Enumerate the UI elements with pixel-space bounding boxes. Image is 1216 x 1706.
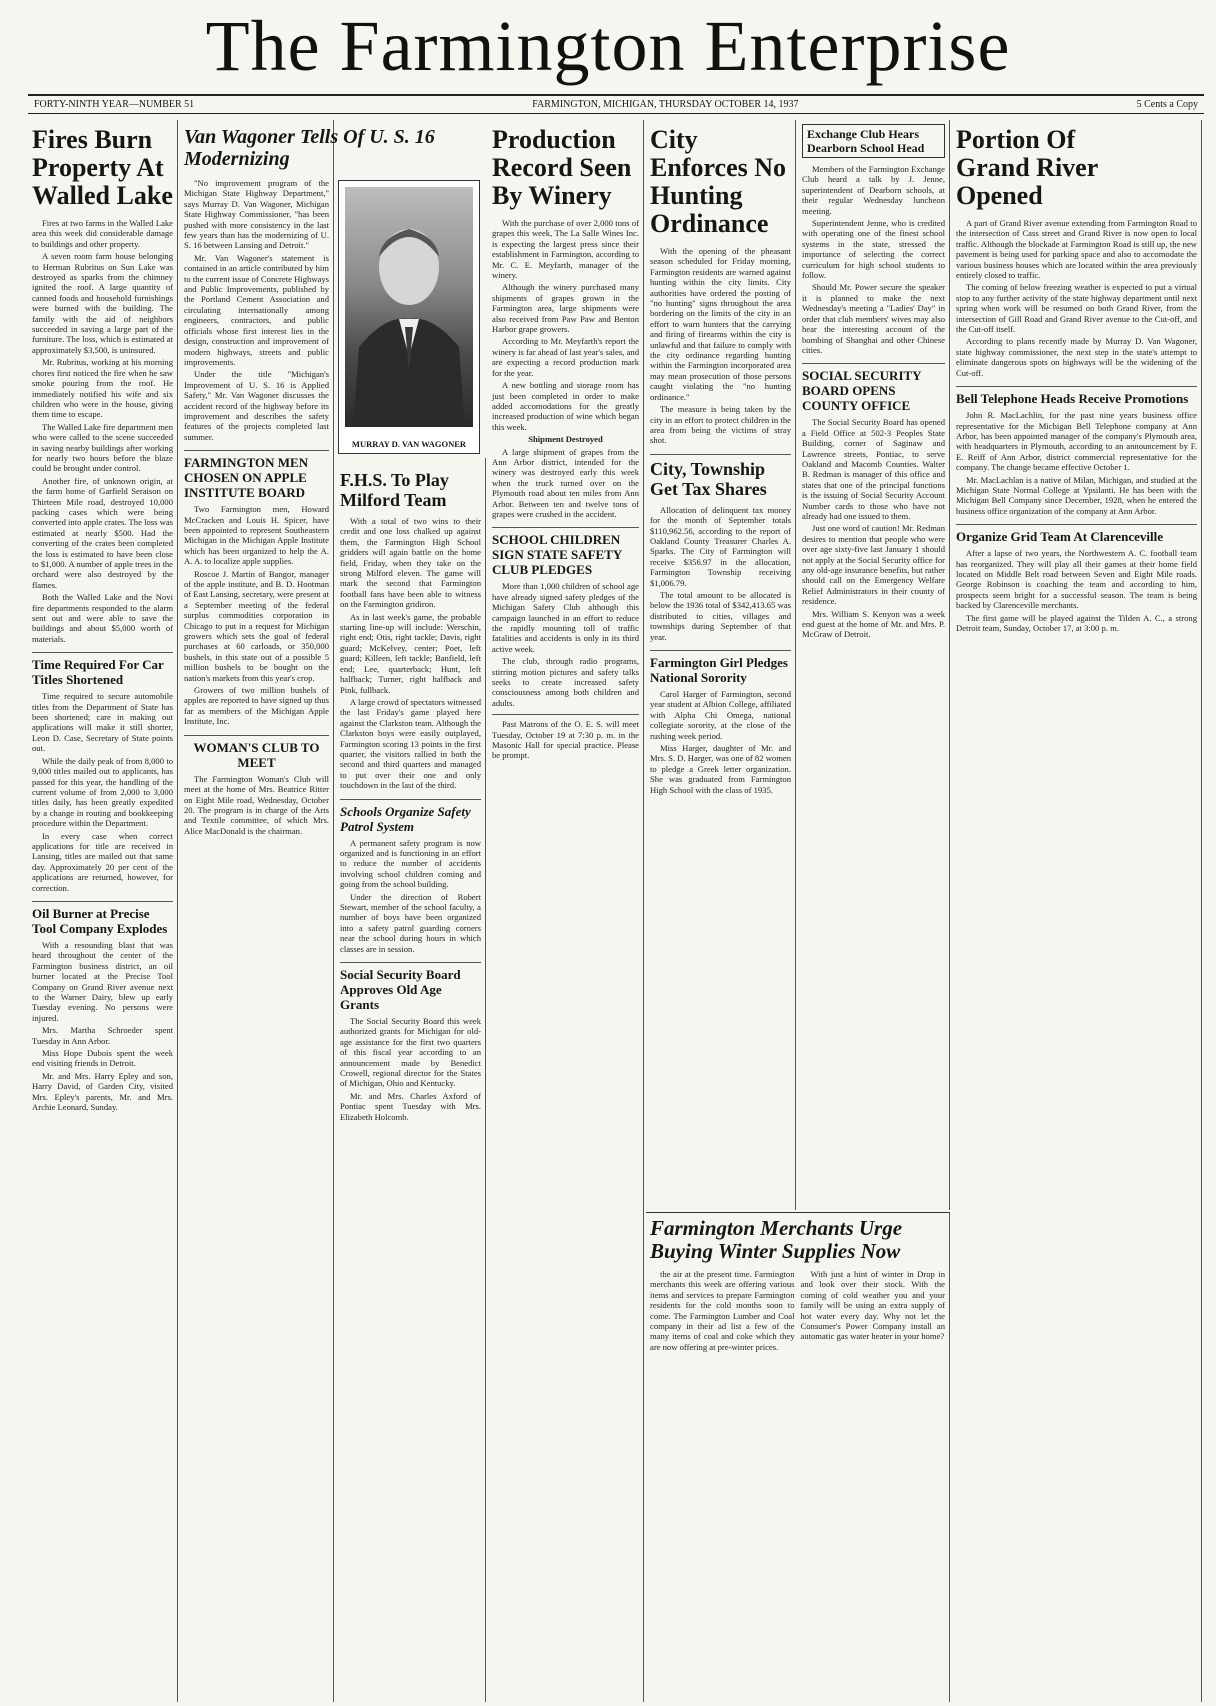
article-text: While the daily peak of from 8,000 to 9,000 titles mailed out to applicants, has passed for this year, the handling of the current volume of from 2,000 to 3,000 titles daily, has been greatly expedited by a change in routing and bookkeeping procedure within the Department. [32, 755, 173, 829]
headline-safety-patrol: Schools Organize Safety Patrol System [340, 799, 481, 834]
headline-grand-river: Portion Of Grand River Opened [956, 125, 1098, 210]
dateline: FARMINGTON, MICHIGAN, THURSDAY OCTOBER 14, 1937 [532, 99, 799, 110]
article-text: John R. MacLachlin, for the past nine years business office representative for the Michigan Bell Telephone company at Ann Arbor, has been appointed manager of the company's Plymouth area, with headquarters in Plymouth, according to an announcement by F. E. Reiff of Ann Arbor, district commercial representative for the company. The change became effective October 1. [956, 410, 1197, 473]
article-text: The club, through radio programs, stirring motion pictures and safety talks seeks to create increased safety consciousness among both children and adults. [492, 656, 639, 708]
portrait-image [345, 187, 473, 427]
article-text: A part of Grand River avenue extending from Farmington Road to the intersection of Cass street and Grand River is now open to local traffic. Although the blockade at Farmington Road is still up, the new pavement is being used for parking space and also to accomodate the various business houses which are located within the area previously entirely closed to traffic. [956, 218, 1197, 281]
headline-womans-club: WOMAN'S CLUB TO MEET [184, 735, 329, 770]
headline-fires: Fires Burn Property At Walled Lake [32, 125, 173, 210]
article-text: Carol Harger of Farmington, second year student at Albion College, affiliated with Alpha Chi Omega, national collegiate sorority, at the close of the rushing week period. [650, 689, 791, 741]
headline-old-age-grants: Social Security Board Approves Old Age Grants [340, 962, 481, 1012]
price: 5 Cents a Copy [1136, 99, 1198, 110]
article-text: Two Farmington men, Howard McCracken and Louis H. Spicer, have been appointed to represent Southeastern Michigan in the Michigan Apple Institute which has been organized to help the A. A. A. to localize apple supplies. [184, 504, 329, 567]
merchants-story [646, 1212, 950, 1702]
article-text: "No improvement program of the Michigan State Highway Department," says Murray D. Van Wagoner, Michigan State Highway Commissioner, "has been pushed with more consistency in the last few years than has the modernizing of U. S. 16 between Lansing and Detroit." [184, 178, 329, 251]
headline-apple-institute: FARMINGTON MEN CHOSEN ON APPLE INSTITUTE BOARD [184, 450, 329, 500]
article-text: the air at the present time. Farmington merchants this week are offering various items and services to prepare Farmington residents for the cold months soon to come. The Farmington Lumber and Coal company in their ad list a few of the many items of coal and coke which they are now offering at pre-winter prices. [650, 1269, 795, 1352]
subhead-inline: Shipment Destroyed [528, 434, 603, 445]
headline-tax-shares: City, Township Get Tax Shares [650, 454, 791, 499]
article-text: A large crowd of spectators witnessed the last Friday's game played here against the Clarkston team. Although the Clarkston boys were easily outplayed, Farmington scoring 13 points in the first quarter, the visitors rallied in both the second and third quarters and managed to put over their one and only touchdown in the last of the third. [340, 696, 481, 791]
article-text: Mr. Rubritus, working at his morning chores first noticed the fire when he saw smoke pouring from the roof. He immediately notified his wife and six children who were in the house, giving them time to escape. [32, 357, 173, 420]
article-text: With just a hint of winter in Drop in and look over their stock. With the coming of cold weather you and your family will be using an extra supply of hot water every day. Why not let the Consumer's Power Company install an automatic gas water heater in your home? [800, 1269, 945, 1342]
personal-note: Mrs. Martha Schroeder spent Tuesday in Ann Arbor. [32, 1025, 173, 1046]
column-3 [488, 120, 644, 1702]
article-text: With a total of two wins to their credit and one loss chalked up against them, the Farmington High School gridders will again battle on the home field, Friday, when they take on the strong Milford eleven. The game will mark the second that Farmington football fans have been able to witness on the Farmington gridiron. [340, 516, 481, 610]
article-text: With a resounding blast that was heard throughout the center of the Farmington business district, an oil burner located at the Precise Tool Company on Grand River avenue next to the Warner Dairy, blew up early Tuesday evening. No persons were injured. [32, 939, 173, 1023]
masthead-title: The Farmington Enterprise [205, 6, 1011, 86]
article-text: Under the title "Michigan's Improvement of U. S. 16 is Applied Safety," Mr. Van Wagoner discusses the accident record of the highway before its improvement and describes the safety features of the projects completed last summer. [184, 369, 329, 442]
article-text: Time required to secure automobile titles from the Department of State has been shortened; care in making out applications will make it still shorter, Leon D. Case, Secretary of State points out. [32, 691, 173, 754]
article-text: The Farmington Woman's Club will meet at the home of Mrs. Beatrice Ritter on Eight Mile road, Wednesday, October 20. The program is in charge of the Arts and Textile committee, of which Mrs. Alice MacDonald is the chairman. [184, 773, 329, 836]
article-text: Growers of two million bushels of apples are reported to have signed up thus far as members of the Michigan Apple Institute, Inc. [184, 685, 329, 727]
article-text: In every case when correct applications for title are received in Lansing, titles are mailed out that same day. Approximately 20 per cent of the applications are returned, however, for correction. [32, 830, 173, 893]
notice: Past Matrons of the O. E. S. will meet Tuesday, October 19 at 7:30 p. m. in the Masonic Hall for special practice. Please be prompt. [492, 714, 639, 761]
article-text: The coming of below freezing weather is expected to put a virtual stop to any further activity of the state highway department until next spring when work will be resumed on both Grand River, from the intersection of Gill Road and Grand River avenue to the Cut-off, and the Cut-off itself. [956, 282, 1197, 335]
article-text: Miss Harger, daughter of Mr. and Mrs. S. D. Harger, was one of 82 women to pledge a Greek letter organization. She was graduated from Farmington High School with the class of 1935. [650, 743, 791, 795]
article-text: More than 1,000 children of school age have already signed safety pledges of the Michigan Safety Club although this campaign launched in an effort to reduce the rapidly mounting toll of traffic fatalities and accidents is only in its third active week. [492, 581, 639, 654]
article-text: The measure is being taken by the city in an effort to protect children in the area from being the victims of stray shot. [650, 404, 791, 446]
article-text: Members of the Farmington Exchange Club heard a talk by J. Jenne, superintendent of Dearborn schools, at their regular Wednesday luncheon meeting. [802, 164, 945, 216]
headline-merchants: Farmington Merchants Urge Buying Winter Supplies Now [650, 1216, 903, 1263]
article-text: A large shipment of grapes from the Ann Arbor district, intended for the winery was destroyed early this week when the truck turned over on the Plymouth road about ten miles from Ann Arbor. Between ten and twelve tons of grapes were crushed in the accident. [492, 446, 639, 519]
article-text: Roscoe J. Martin of Bangor, manager of the apple institute, and B. D. Hootman of East Lansing, secretary, were present at a September meeting of the federal surplus commodities corporation in Chicago to put in a request for Michigan growers which sets the goal of federal purchases at 60 carloads, or 350,000 bushels, in this state out of a possible 5 million bushels to be bought on the nation's markets from this year's crop. [184, 568, 329, 683]
headline-exchange-club: Exchange Club Hears Dearborn School Head [802, 124, 945, 158]
article-text: Under the direction of Robert Stewart, member of the school faculty, a number of boys have been organized into a safety patrol guarding corners near the school during hours in which classes are in session. [340, 891, 481, 954]
headline-bell-telephone: Bell Telephone Heads Receive Promotions [956, 386, 1197, 406]
personal-note: Mr. and Mrs. Harry Epley and son, Harry David, of Garden City, visited Mrs. Epley's parents, Mr. and Mrs. Archie Leonard, Sunday. [32, 1070, 173, 1113]
headline-social-security-office: SOCIAL SECURITY BOARD OPENS COUNTY OFFICE [802, 363, 945, 413]
article-text: According to plans recently made by Murray D. Van Wagoner, state highway commissioner, the next step in the state's attempt to eliminate dangerous spots on highways will be the widening of the Cut-off. [956, 336, 1197, 378]
article-text: Both the Walled Lake and the Novi fire departments responded to the alarm sent out and were able to save the buildings and about $5,000 worth of materials. [32, 592, 173, 644]
article-text: With the opening of the pheasant season scheduled for Friday morning, Farmington residents are warned against hunting within the city limits. City authorities have ordered the posting of "no hunting" signs throughout the area bordering on the limits of the city in an effort to warn hunters that the carrying and firing of firearms within the city is unlawful and that failure to comply with the city ordinance regarding hunting within the Farmington incorporated area may mean prosecution of those persons caught violating the "no hunting ordinance." [650, 246, 791, 402]
article-text: Allocation of delinquent tax money for the month of September totals $110,962.56, according to the report of Oakland County Treasurer Charles A. Sparks. The City of Farmington will receive $356.97 in the allocation, Farmington Township receiving $1,006.79. [650, 504, 791, 588]
article-text: The first game will be played against the Tilden A. C., a strong Detroit team, Sunday, October 17, at 3:00 p. m. [956, 612, 1197, 633]
portrait-caption: MURRAY D. VAN WAGONER [351, 439, 467, 449]
article-text: Another fire, of unknown origin, at the farm home of Garfield Seraison on Thirteen Mile road, destroyed 10,000 packing cases which were being converted into apple crates. The loss was estimated at nearly $500. Had the converting of the crates been completed the loss is estimated to have been close to $1,000. A number of apple trees in the orchard were also destroyed by the flames. [32, 475, 173, 590]
personal-note: Mr. and Mrs. Charles Axford of Pontiac spent Tuesday with Mrs. Elizabeth Holcomb. [340, 1090, 481, 1122]
article-text: As in last week's game, the probable starting line-up will include: Werschin, right end; Otis, right tackle; Davis, right guard; McKelvey, center; Poet, left guard; Killeen, left tackle; Banfield, left end; Lee, quarterback; Hunt, left halfback; Turner, right halfback and Pink, fullback. [340, 611, 481, 695]
article-text: According to Mr. Meyfarth's report the winery is far ahead of last year's sales, and are expecting a record production mark for the year. [492, 336, 639, 378]
article-text: Although the winery purchased many shipments of grapes grown in the Farmington area, large shipments were also received from Paw Paw and Benton Harbor grape growers. [492, 282, 639, 335]
headline-safety-club: SCHOOL CHILDREN SIGN STATE SAFETY CLUB PLEDGES [492, 527, 639, 577]
column-5 [798, 120, 950, 1210]
column-6 [952, 120, 1202, 1702]
issue-number: FORTY-NINTH YEAR—NUMBER 51 [34, 99, 195, 110]
article-text: Superintendent Jenne, who is credited with operating one of the finest school systems in the state, stressed the importance of selecting the correct curriculum for high school students to follow. [802, 218, 945, 281]
article-text: With the purchase of over 2,000 tons of grapes this week, The La Salle Wines Inc. is expecting the largest press since their establishment in Farmington, according to Mr. C. E. Meyfarth, manager of the winery. [492, 218, 639, 281]
article-text: After a lapse of two years, the Northwestern A. C. football team has reorganized. They will play all their games at their home field located on Middle Belt road between Seven and Eight Mile roads. George Robinson is coaching the team and according to him, prospects seem bright for a successful season. The team is being backed by Clarenceville merchants. [956, 548, 1197, 611]
headline-car-titles: Time Required For Car Titles Shortened [32, 652, 173, 687]
article-text: The Social Security Board this week authorized grants for Michigan for old-age assistance for the first two quarters of this fiscal year according to an announcement made by Benedict Crowell, regional director for the States of Michigan, Ohio and Kentucky. [340, 1016, 481, 1089]
article-text: Should Mr. Power secure the speaker it is planned to make the next Wednesday's meeting a "Ladies' Day" in order that club members' wives may also hear the interesting account of the bombing of Shanghai and other Chinese cities. [802, 282, 945, 355]
headline-no-hunting: City Enforces No Hunting Ordinance [650, 125, 787, 238]
headline-van-wagoner: Van Wagoner Tells Of U. S. 16 Modernizing [184, 126, 435, 170]
headline-sorority: Farmington Girl Pledges National Sorority [650, 650, 791, 685]
issue-info-bar [28, 94, 1204, 114]
article-text: Mr. Van Wagoner's statement is contained in an article contributed by him to the current issue of Concrete Highways and Public Improvements, published by the Portland Cement Association and circulating internationally among engineers, contractors, and public officials whose first interest lies in the design, construction and improvement of modern highways, streets and public improvements. [184, 252, 329, 367]
article-text: Fires at two farms in the Walled Lake area this week did considerable damage to buildings and other property. [32, 218, 173, 249]
personal-note: Miss Hope Dubois spent the week end visiting friends in Detroit. [32, 1048, 173, 1069]
article-text: Just one word of caution! Mr. Redman desires to mention that people who were over age sixty-five last January 1 should not apply at the Social Security office for any old-age insurance benefits, but rather should call on the Emergency Welfare Relief Administrators in their county of residence. [802, 523, 945, 607]
headline-oil-burner: Oil Burner at Precise Tool Company Explodes [32, 901, 173, 936]
article-text: Mr. MacLachlan is a native of Milan, Michigan, and studied at the Michigan State Normal College at Ypsilanti. He has been with the Michigan Bell Company since December, 1928, when he entered the business office organization of the company at Ann Arbor. [956, 474, 1197, 516]
article-text: A new bottling and storage room has just been completed in order to make added accomodations for the greatly increased production of wine which began this week. [492, 380, 639, 432]
column-2b [336, 458, 486, 1702]
column-4 [646, 120, 796, 1210]
article-text: The Social Security Board has opened a Field Office at 502-3 Peoples State Building, corner of Saginaw and Lawrence streets, Pontiac, to serve Oakland and Macomb Counties. Walter B. Redman is manager of this office and states that one of the principal functions is the issuing of Social Security Account Number cards to those who have not already had one issued to them. [802, 417, 945, 521]
column-1 [28, 120, 178, 1702]
headline-winery: Production Record Seen By Winery [492, 125, 632, 210]
personal-note: Mrs. William S. Kenyon was a week end guest at the home of Mr. and Mrs. P. McGraw of Detroit. [802, 608, 945, 640]
portrait-photo [338, 180, 480, 454]
headline-grid-team: Organize Grid Team At Clarenceville [956, 524, 1197, 544]
headline-fhs-milford: F.H.S. To Play Milford Team [340, 470, 449, 510]
article-text: The total amount to be allocated is below the 1936 total of $342,413.65 was distributed to cities, villages and townships during September of that year. [650, 589, 791, 642]
article-text: The Walled Lake fire department men who were called to the scene succeeded in saving nearby buildings after working for nearly two hours before the blaze could be brought under control. [32, 421, 173, 474]
article-text: A permanent safety program is now organized and is functioning in an effort to reduce the number of accidents involving school children coming and going from the school building. [340, 837, 481, 890]
article-text: A seven room farm house belonging to Herman Rubritus on Sun Lake was destroyed as sparks from the chimney ignited the roof. A large quantity of canned foods and household furnishings were burned with the building. The family with the aid of neighbors succeeded in saving a large part of the furniture. The loss, which is estimated at approximately $3,500, is uninsured. [32, 251, 173, 355]
